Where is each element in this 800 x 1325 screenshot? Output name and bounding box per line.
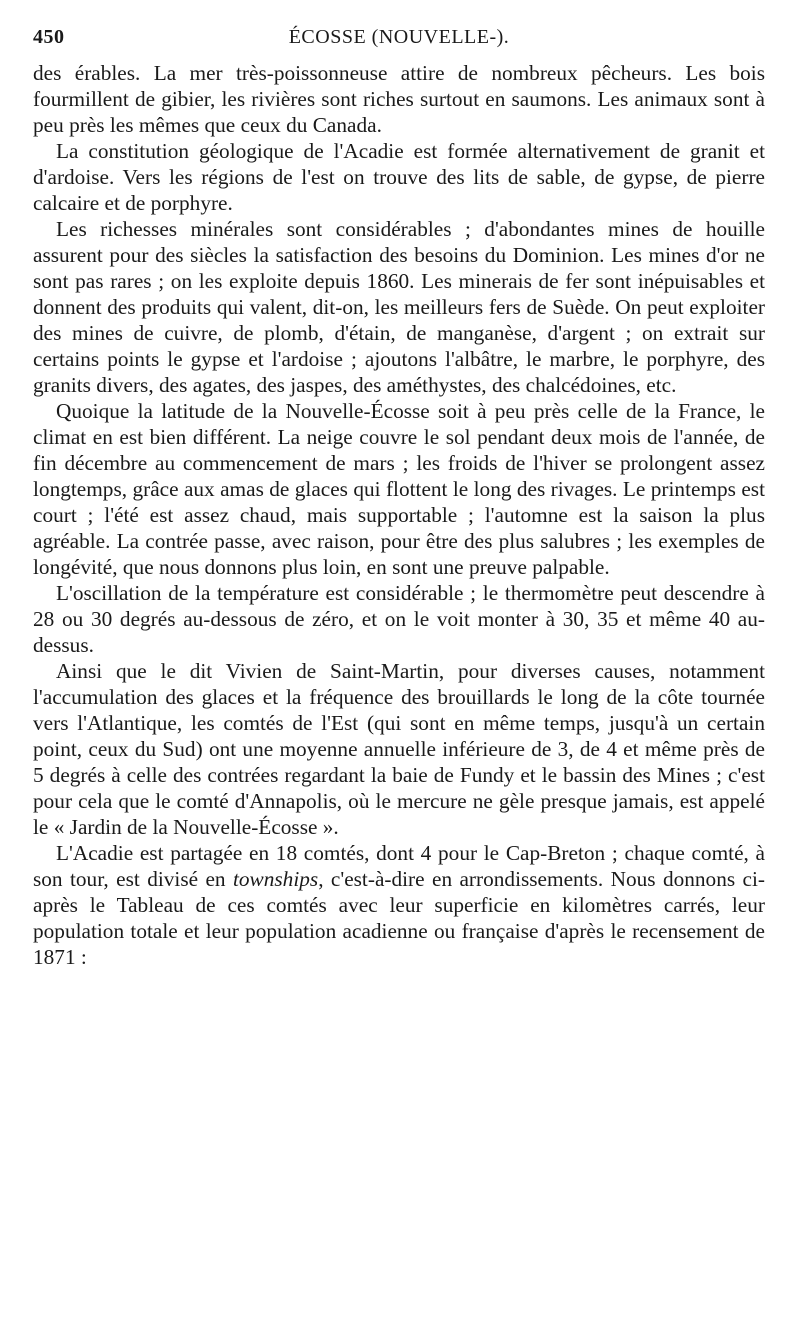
running-head (33, 26, 765, 60)
paragraph-temperature: L'oscillation de la température est considérable ; le thermomètre peut descendre à 28 ou 30 degrés au-dessous de zéro, et on le voit monter à 30, 35 et même 40 au-dessus. (33, 581, 765, 657)
paragraph-regional-climate: Ainsi que le dit Vivien de Saint-Martin, pour diverses causes, notamment l'accumulation des glaces et la fréquence des brouillards le long de la côte tournée vers l'Atlantique, les comtés de l'Est (qui sont en même temps, jusqu'à un certain point, ceux du Sud) ont une moyenne annuelle inférieure de 3, de 4 et même près de 5 degrés à celle des contrées regardant la baie de Fundy et le bassin des Mines ; c'est pour cela que le comté d'Annapolis, où le mercure ne gèle presque jamais, est appelé le « Jardin de la Nouvelle-Écosse ». (33, 659, 765, 839)
paragraph-counties-italic-term: townships (232, 867, 319, 891)
paragraph-geology: La constitution géologique de l'Acadie est formée alternativement de granit et d'ardoise. Vers les régions de l'est on trouve des lits de sable, de gypse, de pierre calcaire et de porphyre. (33, 139, 765, 215)
paragraph-counties (33, 840, 765, 970)
paragraph-fauna: des érables. La mer très-poissonneuse attire de nombreux pêcheurs. Les bois fourmillent de gibier, les rivières sont riches surtout en saumons. Les animaux sont à peu près les mêmes que ceux du Canada. (33, 61, 765, 137)
paragraph-minerals: Les richesses minérales sont considérables ; d'abondantes mines de houille assurent pour des siècles la satisfaction des besoins du Dominion. Les mines d'or ne sont pas rares ; on les exploite depuis 1860. Les minerais de fer sont inépuisables et donnent des produits qui valent, dit-on, les meilleurs fers de Suède. On peut exploiter des mines de cuivre, de plomb, d'étain, de manganèse, d'argent ; on extrait sur certains points le gypse et l'ardoise ; ajoutons l'albâtre, le marbre, le porphyre, des granits divers, des agates, des jaspes, des améthystes, des chalcédoines, etc. (33, 217, 765, 397)
running-title: ÉCOSSE (NOUVELLE-). (288, 26, 510, 48)
page-number: 450 (33, 26, 65, 48)
book-page (33, 26, 765, 970)
body-text (33, 60, 765, 970)
paragraph-counties-text-2: , c'est-à-dire en arrondissements. Nous donnons ci-après le Tableau de ces comtés avec leur superficie en kilomètres carrés, leur population totale et leur population acadienne ou française d'après le recensement de 1871 : (33, 867, 765, 969)
paragraph-counties-text-1: L'Acadie est partagée en 18 comtés, dont 4 pour le Cap-Breton ; chaque comté, à son tour, est divisé en (33, 841, 765, 891)
paragraph-climate: Quoique la latitude de la Nouvelle-Écosse soit à peu près celle de la France, le climat en est bien différent. La neige couvre le sol pendant deux mois de l'année, de fin décembre au commencement de mars ; les froids de l'hiver se prolongent assez longtemps, grâce aux amas de glaces qui flottent le long des rivages. Le printemps est court ; l'été est assez chaud, mais supportable ; l'automne est la saison la plus agréable. La contrée passe, avec raison, pour être des plus salubres ; les exemples de longévité, que nous donnons plus loin, en sont une preuve palpable. (33, 399, 765, 579)
